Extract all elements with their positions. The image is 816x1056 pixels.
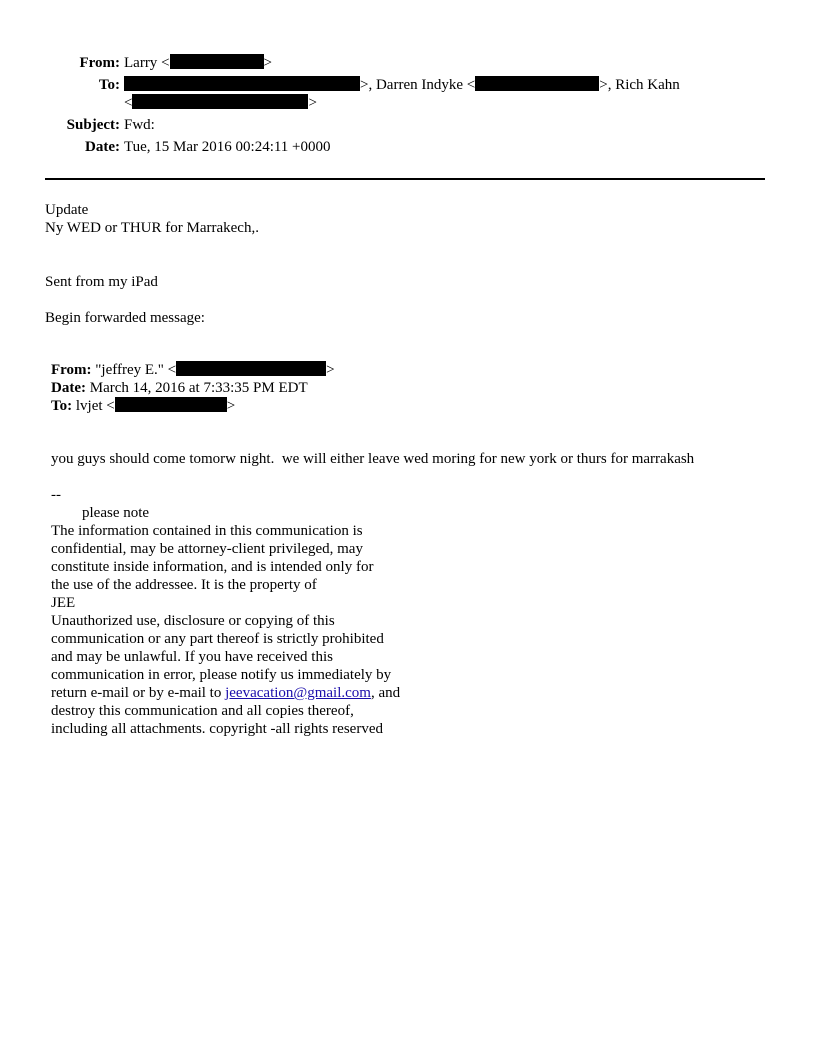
from-label: From:: [79, 55, 120, 71]
sent-from-line: Sent from my iPad: [45, 274, 158, 290]
signature-line: Unauthorized use, disclosure or copying of this: [51, 613, 335, 629]
signature-line: confidential, may be attorney-client privileged, may: [51, 541, 363, 557]
redaction-box: [176, 361, 326, 376]
signature-line: destroy this communication and all copies thereof,: [51, 703, 354, 719]
redaction-box: [115, 397, 227, 412]
signature-line: communication or any part thereof is strictly prohibited: [51, 631, 384, 647]
redaction-box: [132, 94, 308, 109]
return-prefix: return e-mail or by e-mail to: [51, 685, 226, 701]
date-label: Date:: [85, 139, 120, 155]
fwd-date-label: Date:: [51, 380, 86, 396]
signature-line: and may be unlawful. If you have received this: [51, 649, 333, 665]
signature-line: including all attachments. copyright -all rights reserved: [51, 721, 383, 737]
signature-line: the use of the addressee. It is the property of: [51, 577, 317, 593]
fwd-to-line: To: lvjet < >: [51, 398, 236, 414]
fwd-message: you guys should come tomorw night. we will either leave wed moring for new york or thurs for marrakash: [51, 451, 695, 467]
to-name-darren: Darren Indyke: [375, 77, 464, 93]
signature-line: constitute inside information, and is intended only for: [51, 559, 374, 575]
header-divider: [45, 178, 765, 180]
signature-line: communication in error, please notify us immediately by: [51, 667, 392, 683]
to-value-line2: < >: [124, 95, 317, 111]
to-label: To:: [98, 77, 120, 93]
redaction-box: [124, 76, 360, 91]
fwd-to-value: lvjet: [75, 398, 103, 414]
fwd-date-value: March 14, 2016 at 7:33:35 PM EDT: [89, 380, 308, 396]
body-update: Update: [45, 202, 89, 218]
return-suffix: , and: [370, 685, 401, 701]
signature-dashes: --: [51, 487, 61, 503]
fwd-from-line: From: "jeffrey E." < >: [51, 362, 335, 378]
from-name: Larry: [124, 55, 158, 71]
to-name-rich: Rich Kahn: [615, 77, 680, 93]
email-link[interactable]: jeevacation@gmail.com: [225, 685, 371, 701]
fwd-to-label: To:: [51, 398, 73, 414]
subject-value: Fwd:: [124, 117, 155, 133]
begin-forwarded-line: Begin forwarded message:: [45, 310, 205, 326]
signature-please-note: please note: [82, 505, 150, 521]
signature-return-line: [51, 684, 400, 702]
date-value: Tue, 15 Mar 2016 00:24:11 +0000: [124, 139, 331, 155]
signature-line: JEE: [51, 595, 76, 611]
subject-label: Subject:: [66, 117, 120, 133]
body-plan: Ny WED or THUR for Marrakech,.: [45, 220, 259, 236]
signature-line: The information contained in this communication is: [51, 523, 363, 539]
redaction-box: [170, 54, 264, 69]
fwd-date-line: [51, 379, 308, 397]
to-value-line1: >, Darren Indyke < >, Rich Kahn: [124, 76, 680, 94]
fwd-from-label: From:: [51, 362, 92, 378]
redaction-box: [475, 76, 599, 91]
fwd-from-value: "jeffrey E.": [95, 362, 164, 378]
from-value: Larry < >: [124, 55, 272, 71]
